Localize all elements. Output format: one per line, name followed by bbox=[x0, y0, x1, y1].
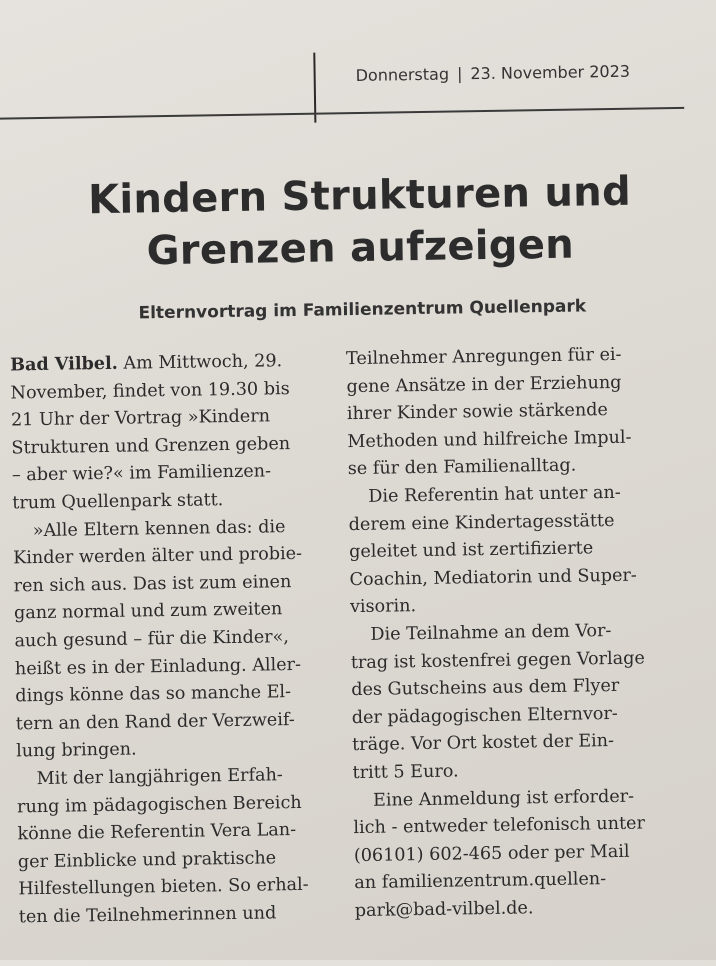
article-column-2 bbox=[346, 341, 700, 926]
text-line: visorin. bbox=[349, 596, 417, 618]
text-line: Die Referentin hat unter an- bbox=[368, 482, 621, 507]
text-line: trum Quellenpark statt. bbox=[12, 490, 224, 514]
article-headline bbox=[29, 165, 691, 279]
horizontal-rule bbox=[0, 107, 684, 120]
text-line: 21 Uhr der Vortrag »Kindern bbox=[10, 406, 271, 431]
text-line: träge. Vor Ort kostet der Ein- bbox=[352, 731, 615, 756]
issue-dateline bbox=[355, 62, 630, 85]
dateline-separator: | bbox=[456, 64, 463, 84]
text-line: ihrer Kinder sowie stärkende bbox=[346, 400, 609, 425]
text-line: »Alle Eltern kennen das: die bbox=[32, 516, 286, 541]
text-line: ganz normal und zum zweiten bbox=[13, 599, 283, 624]
text-line: (06101) 602-465 oder per Mail bbox=[353, 841, 630, 866]
text-line: rung im pädagogischen Bereich bbox=[16, 792, 302, 817]
text-line: gene Ansätze in der Erziehung bbox=[346, 372, 622, 397]
text-line: trag ist kostenfrei gegen Vorlage bbox=[350, 648, 645, 673]
text-line: ger Einblicke und praktische bbox=[17, 848, 277, 873]
text-line: lich - entweder telefonisch unter bbox=[353, 813, 646, 839]
dateline-town: Bad Vilbel. bbox=[9, 352, 119, 376]
text-line: ren sich aus. Das ist zum einen bbox=[13, 571, 292, 597]
text-line: Strukturen und Grenzen geben bbox=[11, 433, 291, 459]
text-line: Kinder werden älter und probie- bbox=[13, 544, 303, 569]
text-line: auch gesund – für die Kinder«, bbox=[14, 627, 290, 652]
text-line: Hilfestellungen bieten. So erhal- bbox=[18, 875, 309, 900]
text-line: ten die Teilnehmerinnen und bbox=[18, 903, 277, 928]
text-line: geleitet und ist zertifizierte bbox=[348, 538, 594, 563]
headline-line-2: Grenzen aufzeigen bbox=[146, 221, 575, 275]
issue-weekday: Donnerstag bbox=[355, 64, 450, 85]
text-line: – aber wie?« im Familienzen- bbox=[11, 461, 272, 486]
issue-date: 23. November 2023 bbox=[470, 61, 631, 84]
text-line: Mit der langjährigen Erfah- bbox=[36, 765, 283, 789]
text-line: se für den Familienalltag. bbox=[347, 455, 577, 480]
text-line: Teilnehmer Anregungen für ei- bbox=[345, 344, 622, 370]
text-line: Methoden und hilfreiche Impul- bbox=[347, 427, 632, 452]
text-line: an familienzentrum.quellen- bbox=[354, 869, 607, 894]
text-line: November, findet von 19.30 bis bbox=[10, 378, 290, 404]
article-column-1 bbox=[10, 346, 349, 932]
text-line: Die Teilnahme an dem Vor- bbox=[370, 620, 612, 645]
text-line: Eine Anmeldung ist erforder- bbox=[372, 786, 635, 811]
text-line: des Gutscheins aus dem Flyer bbox=[351, 676, 620, 701]
article-subheadline: Elternvortrag im Familienzentrum Quellenpark bbox=[138, 296, 587, 324]
text-line: derem eine Kindertagesstätte bbox=[348, 510, 615, 535]
text-line: tritt 5 Euro. bbox=[352, 761, 459, 784]
text-line: Coachin, Mediatorin und Super- bbox=[349, 565, 637, 590]
text-line: park@bad-vilbel.de. bbox=[354, 898, 534, 921]
text-line: heißt es in der Einladung. Aller- bbox=[14, 654, 302, 679]
text-line: könne die Referentin Vera Lan- bbox=[17, 820, 297, 845]
text-line: der pädagogischen Elternvor- bbox=[351, 703, 618, 728]
headline-line-1: Kindern Strukturen und bbox=[87, 168, 632, 224]
text-line: dings könne das so manche El- bbox=[15, 682, 292, 707]
text-line: Bad Vilbel. Am Mittwoch, 29. bbox=[9, 351, 283, 376]
text-line: lung bringen. bbox=[16, 739, 137, 762]
text-line: tern an den Rand der Verzweif- bbox=[15, 709, 295, 735]
